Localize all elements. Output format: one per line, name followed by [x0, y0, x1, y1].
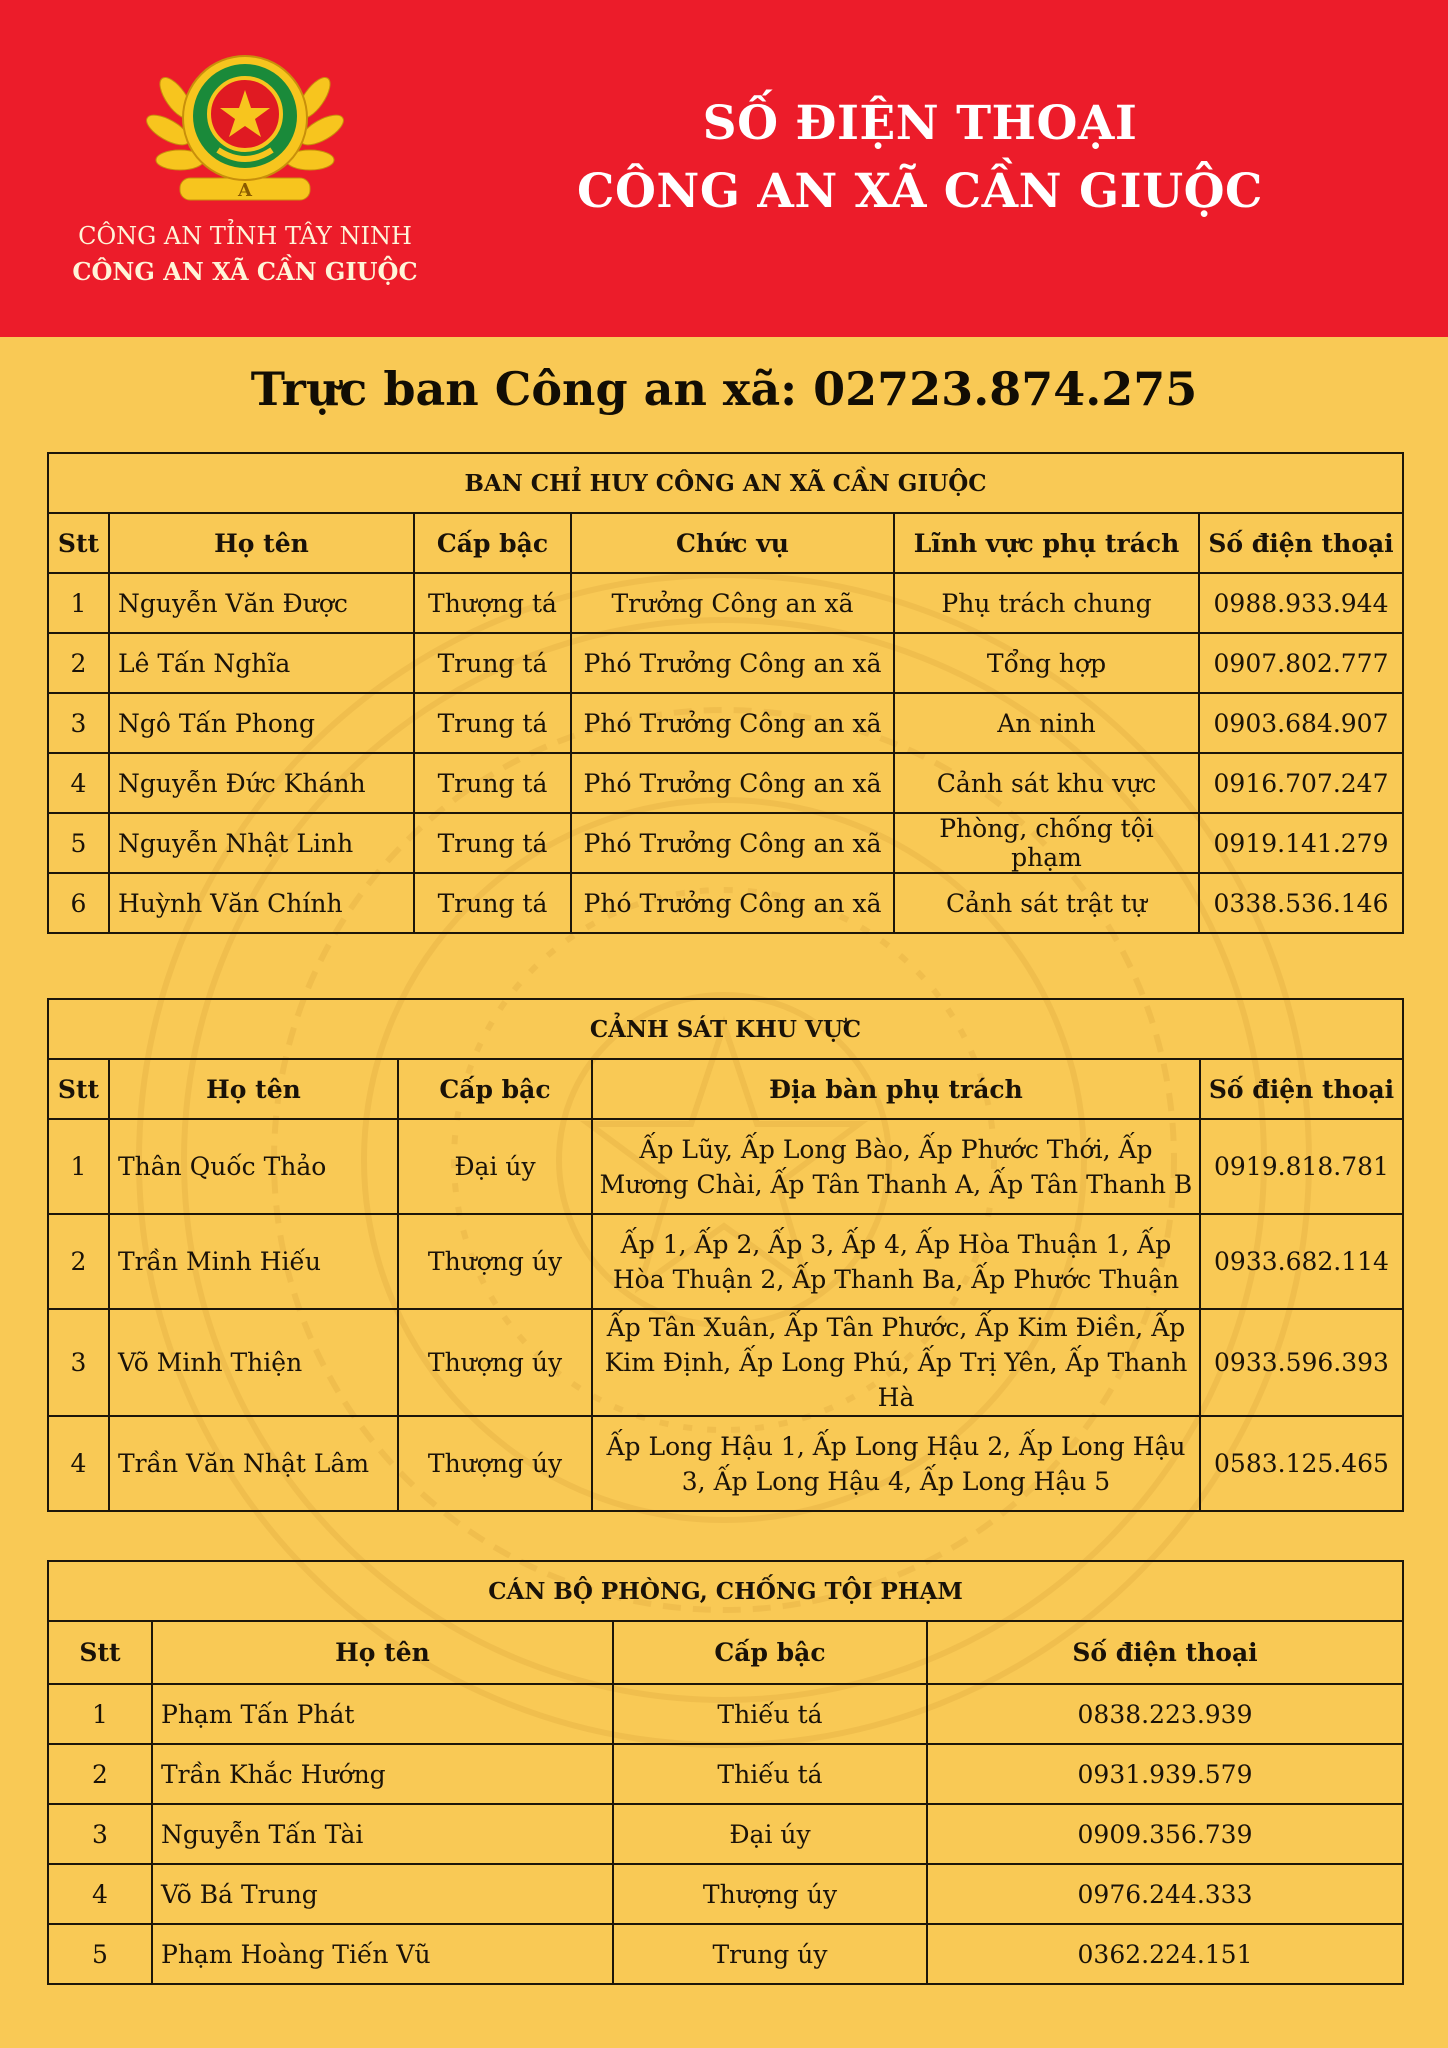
table-cell: Thượng úy — [613, 1864, 927, 1924]
column-header: Cấp bậc — [613, 1621, 927, 1684]
table-cell: Thượng úy — [398, 1416, 592, 1511]
table-cell: Huỳnh Văn Chính — [109, 873, 414, 933]
table-cell: 4 — [48, 753, 109, 813]
column-header: Stt — [48, 513, 109, 573]
column-header: Lĩnh vực phụ trách — [894, 513, 1199, 573]
command-table-caption: BAN CHỈ HUY CÔNG AN XÃ CẦN GIUỘC — [48, 453, 1403, 513]
column-header: Số điện thoại — [1199, 513, 1403, 573]
table-cell: Thượng tá — [414, 573, 571, 633]
table-cell: Thiếu tá — [613, 1744, 927, 1804]
table-cell: Phó Trưởng Công an xã — [571, 813, 894, 873]
org-line-commune: CÔNG AN XÃ CẦN GIUỘC — [72, 257, 418, 286]
table-cell: 0976.244.333 — [927, 1864, 1403, 1924]
table-cell: Đại úy — [613, 1804, 927, 1864]
table-cell: 1 — [48, 1684, 152, 1744]
table-cell: 3 — [48, 1804, 152, 1864]
table-cell: Lê Tấn Nghĩa — [109, 633, 414, 693]
svg-text:A: A — [238, 180, 252, 201]
table-cell: Trưởng Công an xã — [571, 573, 894, 633]
table-row — [48, 813, 1403, 873]
table-cell: Phụ trách chung — [894, 573, 1199, 633]
column-header: Số điện thoại — [927, 1621, 1403, 1684]
header-banner — [0, 0, 1448, 337]
area-police-table — [47, 998, 1404, 1512]
table-row — [48, 693, 1403, 753]
table-cell: 2 — [48, 1214, 109, 1309]
column-header: Địa bàn phụ trách — [592, 1059, 1200, 1119]
column-header: Số điện thoại — [1200, 1059, 1403, 1119]
table-cell: 0362.224.151 — [927, 1924, 1403, 1984]
table-cell: Nguyễn Đức Khánh — [109, 753, 414, 813]
column-header: Họ tên — [109, 513, 414, 573]
table-cell: 2 — [48, 633, 109, 693]
table-cell: Thượng úy — [398, 1214, 592, 1309]
table-row — [48, 873, 1403, 933]
column-header: Chức vụ — [571, 513, 894, 573]
column-header: Stt — [48, 1059, 109, 1119]
area-police-table-caption: CẢNH SÁT KHU VỰC — [48, 999, 1403, 1059]
table-cell: Phó Trưởng Công an xã — [571, 693, 894, 753]
table-cell: An ninh — [894, 693, 1199, 753]
table-row — [48, 1744, 1403, 1804]
table-cell: Phạm Hoàng Tiến Vũ — [152, 1924, 613, 1984]
table-cell: Trung tá — [414, 693, 571, 753]
column-header: Cấp bậc — [398, 1059, 592, 1119]
table-row — [48, 1416, 1403, 1511]
table-row — [48, 1684, 1403, 1744]
table-cell: Phó Trưởng Công an xã — [571, 753, 894, 813]
table-cell: Tổng hợp — [894, 633, 1199, 693]
table-cell: Phòng, chống tội phạm — [894, 813, 1199, 873]
table-cell: 1 — [48, 573, 109, 633]
table-cell: 4 — [48, 1416, 109, 1511]
table-cell: Thiếu tá — [613, 1684, 927, 1744]
page-title-line1: SỐ ĐIỆN THOẠI — [702, 96, 1138, 151]
table-row — [48, 1924, 1403, 1984]
table-cell: 0933.682.114 — [1200, 1214, 1403, 1309]
duty-hotline: Trực ban Công an xã: 02723.874.275 — [250, 362, 1198, 416]
table-row — [48, 573, 1403, 633]
column-header: Họ tên — [109, 1059, 398, 1119]
table-cell: 0919.141.279 — [1199, 813, 1403, 873]
table-cell: Trung úy — [613, 1924, 927, 1984]
table-cell: 6 — [48, 873, 109, 933]
table-cell: Ấp 1, Ấp 2, Ấp 3, Ấp 4, Ấp Hòa Thuận 1, Ấp Hòa Thuận 2, Ấp Thanh Ba, Ấp Phước Thuận — [592, 1214, 1200, 1309]
table-cell: Nguyễn Tấn Tài — [152, 1804, 613, 1864]
table-cell: 3 — [48, 693, 109, 753]
table-cell: Phó Trưởng Công an xã — [571, 873, 894, 933]
table-cell: 0931.939.579 — [927, 1744, 1403, 1804]
table-cell: Ngô Tấn Phong — [109, 693, 414, 753]
table-cell: 0583.125.465 — [1200, 1416, 1403, 1511]
table-cell: Cảnh sát trật tự — [894, 873, 1199, 933]
page-title-line2: CÔNG AN XÃ CẦN GIUỘC — [577, 164, 1263, 219]
table-cell: Nguyễn Văn Được — [109, 573, 414, 633]
table-cell: Phó Trưởng Công an xã — [571, 633, 894, 693]
table-cell: Trung tá — [414, 633, 571, 693]
table-row — [48, 1119, 1403, 1214]
table-cell: 0919.818.781 — [1200, 1119, 1403, 1214]
column-header: Họ tên — [152, 1621, 613, 1684]
table-cell: 0916.707.247 — [1199, 753, 1403, 813]
table-cell: Đại úy — [398, 1119, 592, 1214]
command-table — [47, 452, 1404, 934]
table-cell: 1 — [48, 1119, 109, 1214]
table-cell: Võ Minh Thiện — [109, 1309, 398, 1416]
table-cell: 0838.223.939 — [927, 1684, 1403, 1744]
table-cell: Nguyễn Nhật Linh — [109, 813, 414, 873]
table-cell: 5 — [48, 813, 109, 873]
column-header: Cấp bậc — [414, 513, 571, 573]
table-cell: 0907.802.777 — [1199, 633, 1403, 693]
table-row — [48, 1309, 1403, 1416]
table-cell: Trung tá — [414, 753, 571, 813]
table-row — [48, 1214, 1403, 1309]
table-cell: 5 — [48, 1924, 152, 1984]
table-cell: 0338.536.146 — [1199, 873, 1403, 933]
table-cell: Ấp Long Hậu 1, Ấp Long Hậu 2, Ấp Long Hậu 3, Ấp Long Hậu 4, Ấp Long Hậu 5 — [592, 1416, 1200, 1511]
table-cell: Ấp Tân Xuân, Ấp Tân Phước, Ấp Kim Điền, Ấp Kim Định, Ấp Long Phú, Ấp Trị Yên, Ấp Thanh Hà — [592, 1309, 1200, 1416]
table-cell: Trần Khắc Hướng — [152, 1744, 613, 1804]
org-line-province: CÔNG AN TỈNH TÂY NINH — [78, 222, 412, 250]
table-cell: 3 — [48, 1309, 109, 1416]
crime-prevention-table — [47, 1560, 1404, 1985]
table-cell: Thượng úy — [398, 1309, 592, 1416]
table-cell: Võ Bá Trung — [152, 1864, 613, 1924]
table-cell: 0933.596.393 — [1200, 1309, 1403, 1416]
police-emblem-icon — [140, 38, 350, 210]
table-cell: 4 — [48, 1864, 152, 1924]
crime-table-caption: CÁN BỘ PHÒNG, CHỐNG TỘI PHẠM — [48, 1561, 1403, 1621]
table-cell: 0909.356.739 — [927, 1804, 1403, 1864]
column-header: Stt — [48, 1621, 152, 1684]
table-cell: Trung tá — [414, 813, 571, 873]
table-cell: Thân Quốc Thảo — [109, 1119, 398, 1214]
table-cell: Phạm Tấn Phát — [152, 1684, 613, 1744]
table-row — [48, 1864, 1403, 1924]
table-row — [48, 633, 1403, 693]
table-cell: 2 — [48, 1744, 152, 1804]
table-cell: Trần Minh Hiếu — [109, 1214, 398, 1309]
table-cell: Trần Văn Nhật Lâm — [109, 1416, 398, 1511]
table-cell: Trung tá — [414, 873, 571, 933]
table-cell: 0903.684.907 — [1199, 693, 1403, 753]
table-cell: 0988.933.944 — [1199, 573, 1403, 633]
table-row — [48, 753, 1403, 813]
table-cell: Cảnh sát khu vực — [894, 753, 1199, 813]
table-cell: Ấp Lũy, Ấp Long Bào, Ấp Phước Thới, Ấp Mương Chài, Ấp Tân Thanh A, Ấp Tân Thanh B — [592, 1119, 1200, 1214]
table-row — [48, 1804, 1403, 1864]
